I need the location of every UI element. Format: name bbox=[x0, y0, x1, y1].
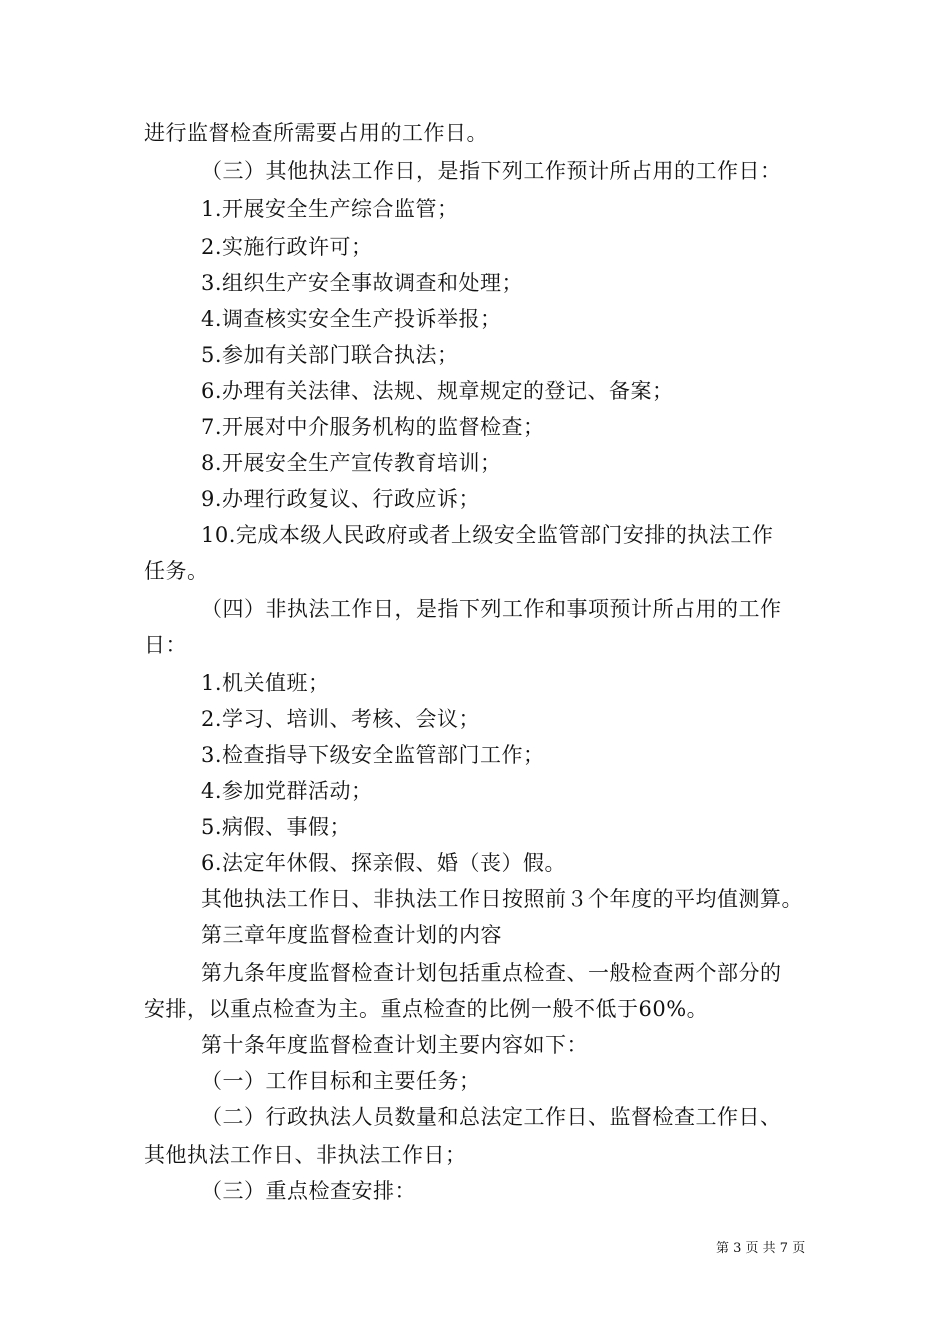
list-item: 3.组织生产安全事故调查和处理； bbox=[201, 271, 524, 295]
list-item: 4.参加党群活动； bbox=[201, 779, 373, 803]
text-line: 日： bbox=[144, 633, 187, 657]
text-line: 第十条年度监督检查计划主要内容如下： bbox=[201, 1033, 588, 1057]
list-item: 6.法定年休假、探亲假、婚（丧）假。 bbox=[201, 851, 567, 875]
text-line: 第九条年度监督检查计划包括重点检查、一般检查两个部分的 bbox=[201, 961, 782, 985]
text-line: 进行监督检查所需要占用的工作日。 bbox=[144, 121, 488, 145]
page-number-footer: 第 3 页 共 7 页 bbox=[716, 1241, 806, 1256]
list-item: 1.机关值班； bbox=[201, 671, 330, 695]
text-line: （四）非执法工作日，是指下列工作和事项预计所占用的工作 bbox=[201, 597, 782, 621]
list-item: 6.办理有关法律、法规、规章规定的登记、备案； bbox=[201, 379, 674, 403]
list-item: 5.参加有关部门联合执法； bbox=[201, 343, 459, 367]
list-item: （一）工作目标和主要任务； bbox=[201, 1069, 481, 1093]
list-item: 10.完成本级人民政府或者上级安全监管部门安排的执法工作 bbox=[201, 523, 774, 547]
list-item: 1.开展安全生产综合监管； bbox=[201, 197, 459, 221]
list-item: 7.开展对中介服务机构的监督检查； bbox=[201, 415, 545, 439]
list-item: 4.调查核实安全生产投诉举报； bbox=[201, 307, 502, 331]
text-line: 任务。 bbox=[144, 559, 209, 583]
chapter-heading: 第三章年度监督检查计划的内容 bbox=[201, 923, 502, 947]
text-line: 安排，以重点检查为主。重点检查的比例一般不低于60%。 bbox=[144, 997, 709, 1021]
list-item: 3.检查指导下级安全监管部门工作； bbox=[201, 743, 545, 767]
list-item: （二）行政执法人员数量和总法定工作日、监督检查工作日、 bbox=[201, 1105, 782, 1129]
list-item: （三）重点检查安排： bbox=[201, 1179, 416, 1203]
list-item: 9.办理行政复议、行政应诉； bbox=[201, 487, 481, 511]
text-line: 其他执法工作日、非执法工作日按照前３个年度的平均值测算。 bbox=[201, 887, 803, 911]
list-item: 8.开展安全生产宣传教育培训； bbox=[201, 451, 502, 475]
text-line: 其他执法工作日、非执法工作日； bbox=[144, 1143, 467, 1167]
list-item: 2.学习、培训、考核、会议； bbox=[201, 707, 481, 731]
list-item: 5.病假、事假； bbox=[201, 815, 352, 839]
list-item: 2.实施行政许可； bbox=[201, 235, 373, 259]
text-line: （三）其他执法工作日，是指下列工作预计所占用的工作日： bbox=[201, 159, 782, 183]
